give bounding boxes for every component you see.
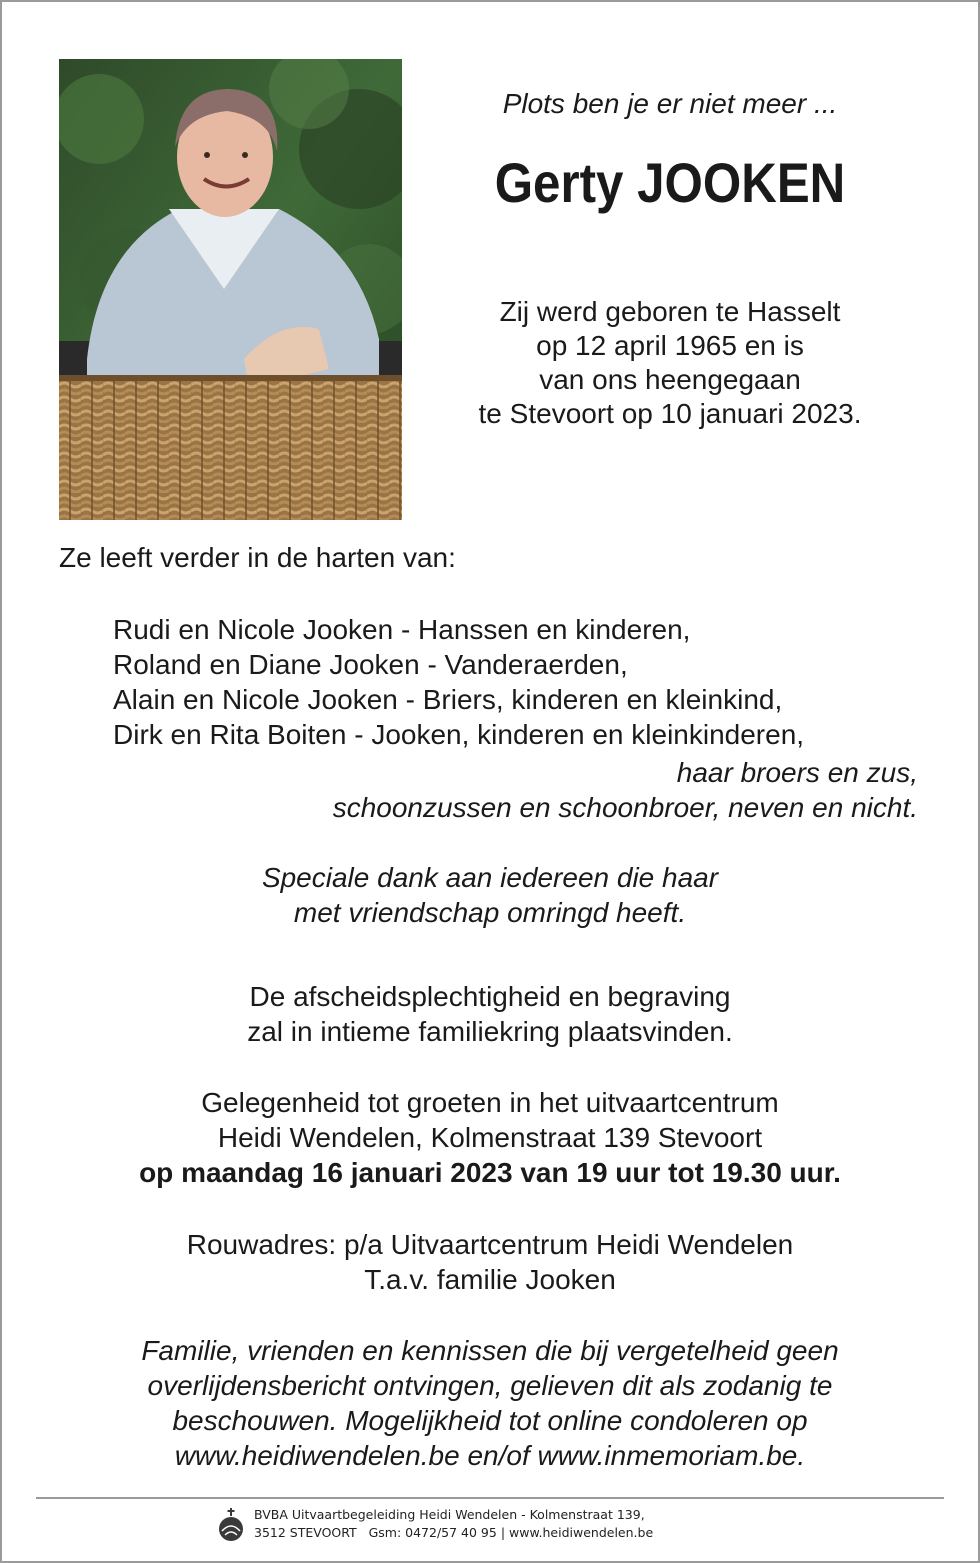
visitation-line: Gelegenheid tot groeten in het uitvaartcentrum	[201, 1087, 779, 1118]
family-list	[113, 612, 804, 752]
ceremony-line: De afscheidsplechtigheid en begraving	[249, 981, 731, 1012]
birth-line: Zij werd geboren te Hasselt	[499, 296, 841, 327]
notice-line: Familie, vrienden en kennissen die bij vergetelheid geen	[141, 1335, 839, 1366]
thanks-note	[0, 860, 980, 930]
survivors-intro: Ze leeft verder in de harten van:	[59, 542, 456, 573]
birth-line: van ons heengegaan	[539, 364, 801, 395]
footer-text	[254, 1506, 653, 1542]
portrait-photo	[59, 59, 402, 520]
notice-line: beschouwen. Mogelijkheid tot online condoleren op	[172, 1405, 808, 1436]
birth-death-details	[420, 295, 920, 431]
deceased-name: Gerty JOOKEN	[494, 151, 846, 214]
family-line: Roland en Diane Jooken - Vanderaerden,	[113, 649, 628, 680]
funeral-home-footer	[216, 1505, 816, 1549]
ceremony-note	[0, 979, 980, 1049]
visitation-line: Heidi Wendelen, Kolmenstraat 139 Stevoort	[217, 1122, 763, 1153]
footer-line-1: BVBA Uitvaartbegeleiding Heidi Wendelen - Kolmenstraat 139,	[254, 1507, 645, 1522]
address-line: T.a.v. familie Jooken	[364, 1264, 616, 1295]
family-line: Dirk en Rita Boiten - Jooken, kinderen en kleinkinderen,	[113, 719, 805, 750]
ceremony-line: zal in intieme familiekring plaatsvinden.	[247, 1016, 733, 1047]
footer-divider	[36, 1497, 944, 1499]
relatives-line: haar broers en zus,	[676, 757, 918, 788]
funeral-home-logo-icon	[216, 1507, 246, 1543]
notice-line: overlijdensbericht ontvingen, gelieven dit als zodanig te	[147, 1370, 833, 1401]
footer-line-2: 3512 STEVOORT Gsm: 0472/57 40 95 | www.heidiwendelen.be	[254, 1525, 654, 1540]
thanks-line: Speciale dank aan iedereen die haar	[261, 862, 719, 893]
relatives-line: schoonzussen en schoonbroer, neven en nicht.	[332, 792, 918, 823]
family-line: Rudi en Nicole Jooken - Hanssen en kinderen,	[113, 614, 691, 645]
birth-line: op 12 april 1965 en is	[536, 330, 804, 361]
relatives-list	[58, 755, 918, 825]
notice-line: www.heidiwendelen.be en/of www.inmemoriam.be.	[174, 1440, 806, 1471]
visitation-time: op maandag 16 januari 2023 van 19 uur tot 19.30 uur.	[139, 1157, 841, 1188]
tagline: Plots ben je er niet meer ...	[502, 88, 838, 119]
mourning-address	[0, 1227, 980, 1297]
birth-line: te Stevoort op 10 januari 2023.	[478, 398, 862, 429]
family-line: Alain en Nicole Jooken - Briers, kinderen en kleinkind,	[113, 684, 783, 715]
condolence-notice	[0, 1333, 980, 1473]
thanks-line: met vriendschap omringd heeft.	[293, 897, 687, 928]
visitation-note	[0, 1085, 980, 1190]
address-line: Rouwadres: p/a Uitvaartcentrum Heidi Wendelen	[186, 1229, 794, 1260]
